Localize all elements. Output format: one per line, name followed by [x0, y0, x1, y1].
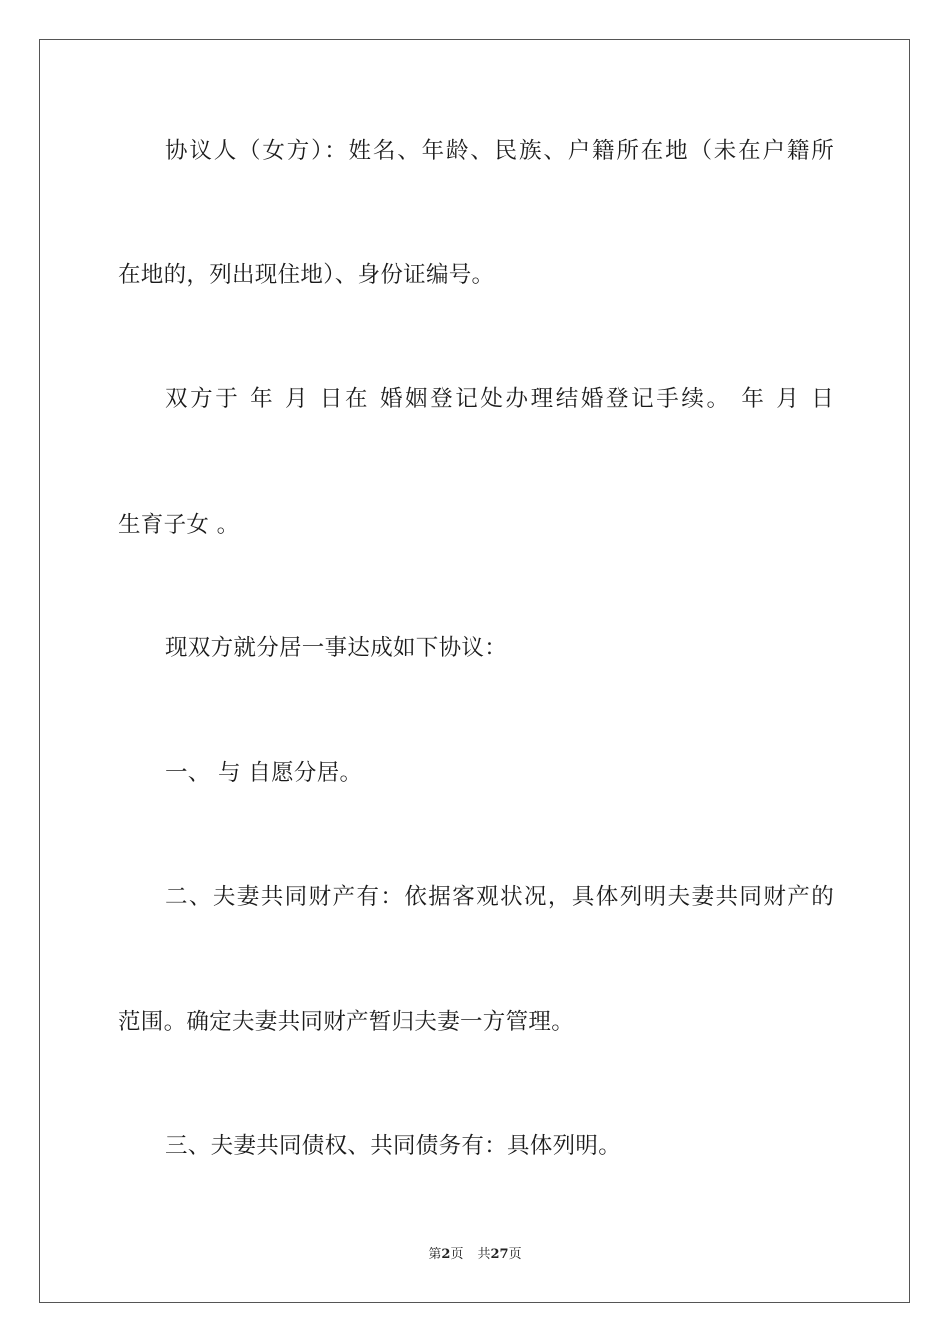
- page-footer: [0, 1246, 950, 1264]
- paragraph-line-3: 双方于 年 月 日在 婚姻登记处办理结婚登记手续。 年 月 日: [165, 386, 834, 412]
- total-page-number: 27: [490, 1247, 509, 1262]
- current-page-number: 2: [441, 1247, 451, 1262]
- paragraph-line-6: 一、 与 自愿分居。: [165, 760, 363, 786]
- total-suffix: 页: [508, 1247, 522, 1262]
- paragraph-line-2: 在地的，列出现住地）、身份证编号。: [118, 262, 495, 288]
- paragraph-line-9: 三、夫妻共同债权、共同债务有：具体列明。: [165, 1133, 622, 1159]
- paragraph-line-1: 协议人（女方）：姓名、年龄、民族、户籍所在地（未在户籍所: [165, 138, 834, 164]
- paragraph-line-7: 二、夫妻共同财产有：依据客观状况，具体列明夫妻共同财产的: [165, 884, 834, 910]
- page-suffix: 页: [450, 1247, 464, 1262]
- paragraph-line-5: 现双方就分居一事达成如下协议：: [165, 635, 508, 661]
- page-prefix: 第: [428, 1247, 442, 1262]
- paragraph-line-8: 范围。确定夫妻共同财产暂归夫妻一方管理。: [118, 1009, 575, 1035]
- page-border: [39, 39, 910, 1303]
- paragraph-line-4: 生育子女 。: [118, 512, 240, 538]
- total-prefix: 共: [477, 1247, 491, 1262]
